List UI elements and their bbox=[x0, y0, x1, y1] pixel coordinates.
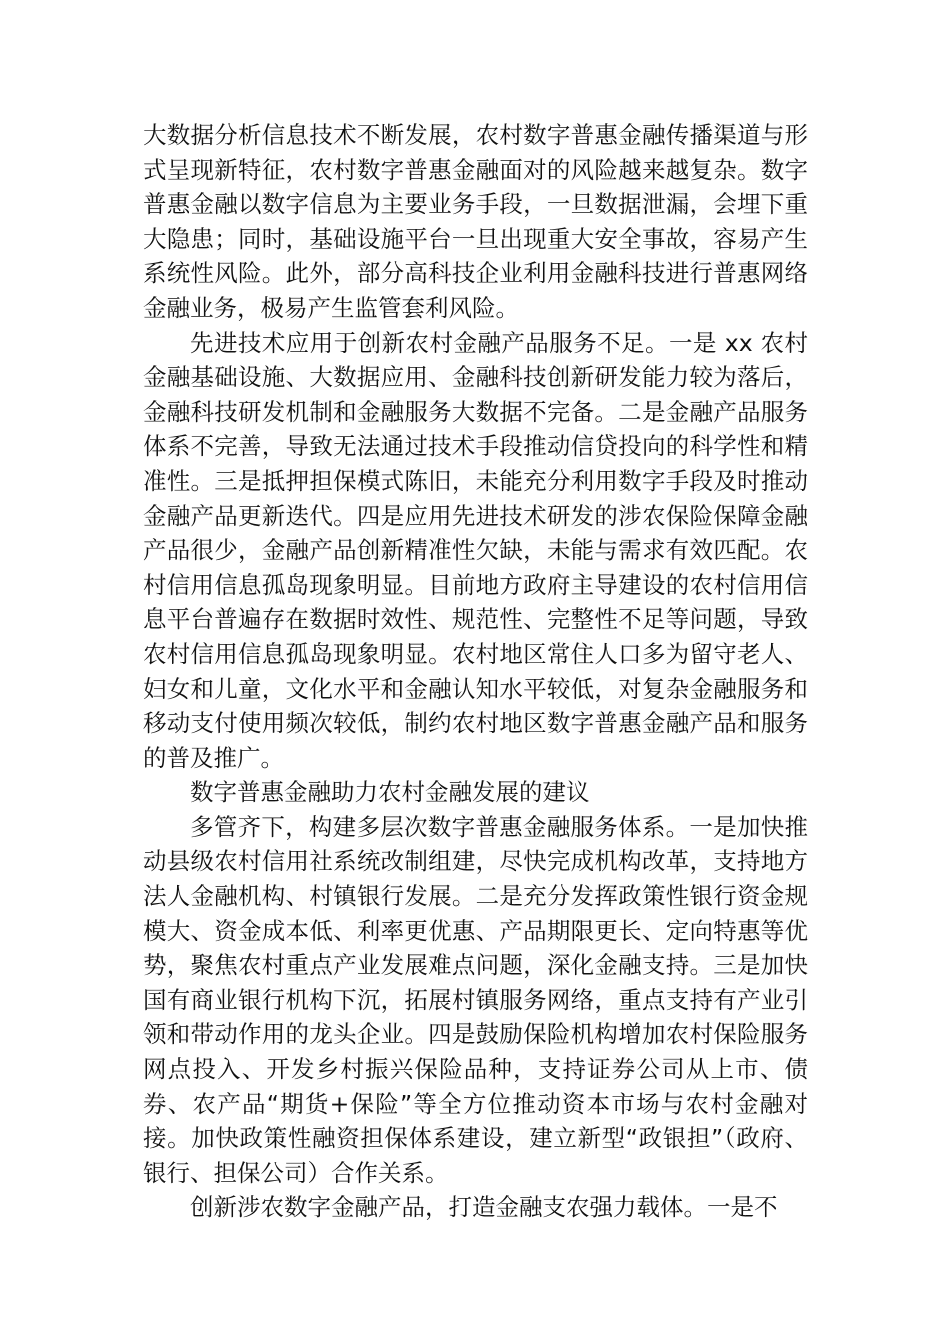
paragraph-technology: 先进技术应用于创新农村金融产品服务不足。一是 xx 农村金融基础设施、大数据应用、金融科技创新研发能力较为落后，金融科技研发机制和金融服务大数据不完备。二是金融产品服务体系不完善，导致无法通过技术手段推动信贷投向的科学性和精准性。三是抵押担保模式陈旧，未能充分利用数字手段及时推动金融产品更新迭代。四是应用先进技术研发的涉农保险保障金融产品很少，金融产品创新精准性欠缺，未能与需求有效匹配。农村信用信息孤岛现象明显。目前地方政府主导建设的农村信用信息平台普遍存在数据时效性、规范性、完整性不足等问题，导致农村信用信息孤岛现象明显。农村地区常住人口多为留守老人、妇女和儿童，文化水平和金融认知水平较低，对复杂金融服务和移动支付使用频次较低，制约农村地区数字普惠金融产品和服务的普及推广。 bbox=[143, 328, 808, 772]
paragraph-service-system: 多管齐下，构建多层次数字普惠金融服务体系。一是加快推动县级农村信用社系统改制组建，尽快完成机构改革，支持地方法人金融机构、村镇银行发展。二是充分发挥政策性银行资金规模大、资金成本低、利率更优惠、产品期限更长、定向特惠等优势，聚焦农村重点产业发展难点问题，深化金融支持。三是加快国有商业银行机构下沉，拓展村镇服务网络，重点支持有产业引领和带动作用的龙头企业。四是鼓励保险机构增加农村保险服务网点投入、开发乡村振兴保险品种，支持证券公司从上市、债券、农产品“期货+保险”等全方位推动资本市场与农村金融对接。加快政策性融资担保体系建设，建立新型“政银担”（政府、银行、担保公司）合作关系。 bbox=[143, 812, 808, 1187]
document-body bbox=[143, 118, 808, 1225]
paragraph-products: 创新涉农数字金融产品，打造金融支农强力载体。一是不 bbox=[190, 1193, 778, 1222]
paragraph-risk: 大数据分析信息技术不断发展，农村数字普惠金融传播渠道与形式呈现新特征，农村数字普惠金融面对的风险越来越复杂。数字普惠金融以数字信息为主要业务手段，一旦数据泄漏，会埋下重大隐患；同时，基础设施平台一旦出现重大安全事故，容易产生系统性风险。此外，部分高科技企业利用金融科技进行普惠网络金融业务，极易产生监管套利风险。 bbox=[143, 121, 808, 322]
section-heading-suggestions: 数字普惠金融助力农村金融发展的建议 bbox=[190, 778, 590, 807]
